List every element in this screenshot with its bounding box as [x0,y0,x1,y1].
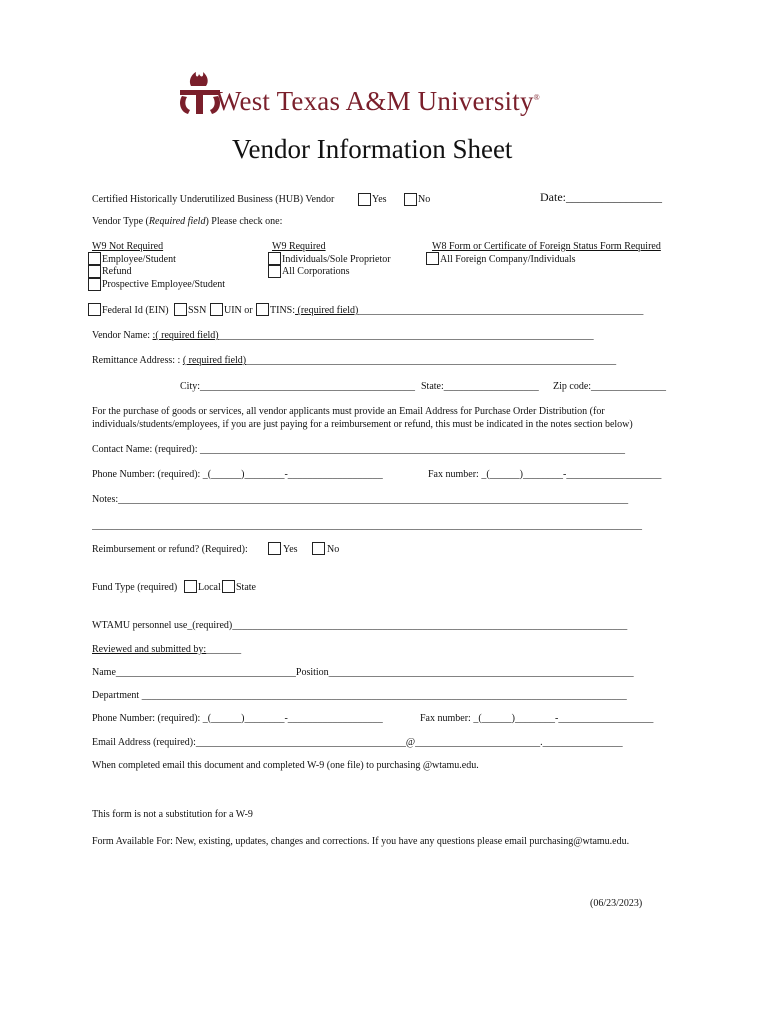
tins-checkbox[interactable] [256,303,269,316]
vendor-type-label-post: ) Please check one: [205,216,283,227]
prospective-employee-label: Prospective Employee/Student [102,279,226,290]
vendor-name-required: :( required field) [152,330,219,341]
federal-id-checkbox[interactable] [88,303,101,316]
fund-state-label: State [236,582,256,593]
remittance-line: __________________________________________________________________________ [246,355,617,366]
hub-label: Certified Historically Underutilized Business (HUB) Vendor [92,194,335,205]
uin-label: UIN or [224,305,253,316]
employee-student-checkbox[interactable] [88,252,101,265]
notes-field[interactable]: Notes:______________________________________________________________________________________________________ [92,494,629,505]
w9-required-heading: W9 Required [272,241,326,252]
ssn-checkbox[interactable] [174,303,187,316]
reimbursement-no-label: No [327,544,340,555]
tins-field[interactable] [270,305,643,316]
vendor-name-field[interactable] [92,330,594,341]
reimbursement-no-checkbox[interactable] [312,542,325,555]
reviewed-by [92,644,241,655]
personnel-email-field[interactable]: Email Address (required):__________________________________________@_________________________.________________ [92,737,623,748]
not-substitution-note: This form is not a substitution for a W-9 [92,809,253,820]
reviewed-by-label: Reviewed and submitted by: [92,644,207,655]
all-corporations-label: All Corporations [282,266,350,277]
remittance-label: Remittance Address: : [92,355,183,366]
vendor-name-line: ___________________________________________________________________________ [218,330,594,341]
tins-required: (required field) [295,305,359,316]
tins-label: TINS: [270,305,295,316]
w9-not-required-heading: W9 Not Required [92,241,164,252]
contact-name-field[interactable]: Contact Name: (required): _____________________________________________________________________________________ [92,444,626,455]
department-field[interactable]: Department _________________________________________________________________________________________________ [92,690,627,701]
employee-student-label: Employee/Student [102,254,176,265]
federal-id-label: Federal Id (EIN) [102,305,169,316]
form-available-note: Form Available For: New, existing, updates, changes and corrections. If you have any questions please email purchasing@wtamu.edu. [92,836,630,847]
foreign-company-checkbox[interactable] [426,252,439,265]
vendor-name-label: Vendor Name: [92,330,153,341]
vendor-type-required: Required field [148,216,206,227]
prospective-employee-checkbox[interactable] [88,278,101,291]
purchase-note-line1: For the purchase of goods or services, all vendor applicants must provide an Email Address for Purchase Order Distribution (for [92,406,605,417]
remittance-required: ( required field) [182,355,247,366]
city-field[interactable]: City:___________________________________________ [180,381,416,392]
hub-no-label: No [418,194,431,205]
hub-yes-label: Yes [372,194,387,205]
purchase-note-line2: individuals/students/employees, if you are just paying for a reimbursement or refund, this must be indicated in the notes section below) [92,419,633,430]
ssn-label: SSN [188,305,207,316]
fax-field[interactable]: Fax number: _(______)________-___________________ [428,469,662,480]
page-title: Vendor Information Sheet [232,134,513,164]
hub-yes-checkbox[interactable] [358,193,371,206]
foreign-company-label: All Foreign Company/Individuals [440,254,576,265]
reimbursement-yes-checkbox[interactable] [268,542,281,555]
university-name-text: West Texas A&M University [216,86,534,116]
date-field[interactable]: Date:________________ [540,190,662,204]
phone-field[interactable]: Phone Number: (required): _(______)________-___________________ [92,469,383,480]
fund-type-label: Fund Type (required) [92,582,178,593]
sole-proprietor-checkbox[interactable] [268,252,281,265]
hub-no-checkbox[interactable] [404,193,417,206]
w8-required-heading: W8 Form or Certificate of Foreign Status Form Required [432,241,661,252]
completed-instruction: When completed email this document and completed W-9 (one file) to purchasing @wtamu.edu. [92,760,479,771]
uin-checkbox[interactable] [210,303,223,316]
reimbursement-label: Reimbursement or refund? (Required): [92,544,248,555]
fund-state-checkbox[interactable] [222,580,235,593]
refund-label: Refund [102,266,132,277]
personnel-phone-field[interactable]: Phone Number: (required): _(______)________-___________________ [92,713,383,724]
personnel-use-heading: WTAMU personnel use_(required)_______________________________________________________________________________ [92,620,628,631]
reimbursement-yes-label: Yes [283,544,298,555]
name-position-field[interactable]: Name____________________________________Position_____________________________________________________________ [92,667,634,678]
tins-line: _________________________________________________________ [358,305,644,316]
fund-local-checkbox[interactable] [184,580,197,593]
notes-line2[interactable]: ______________________________________________________________________________________________________________ [92,520,642,531]
remittance-field[interactable] [92,355,616,366]
state-field[interactable]: State:___________________ [421,381,539,392]
personnel-fax-field[interactable]: Fax number: _(______)________-___________________ [420,713,654,724]
fund-local-label: Local [198,582,221,593]
zip-field[interactable]: Zip code:_______________ [553,381,667,392]
vendor-type-label-pre: Vendor Type ( [92,216,149,227]
all-corporations-checkbox[interactable] [268,265,281,278]
university-name [216,86,540,117]
registered-mark: ® [533,93,540,102]
reviewed-by-line: _______ [206,644,242,655]
refund-checkbox[interactable] [88,265,101,278]
vendor-type-label [92,216,282,227]
sole-proprietor-label: Individuals/Sole Proprietor [282,254,391,265]
revision-date: (06/23/2023) [590,898,643,909]
